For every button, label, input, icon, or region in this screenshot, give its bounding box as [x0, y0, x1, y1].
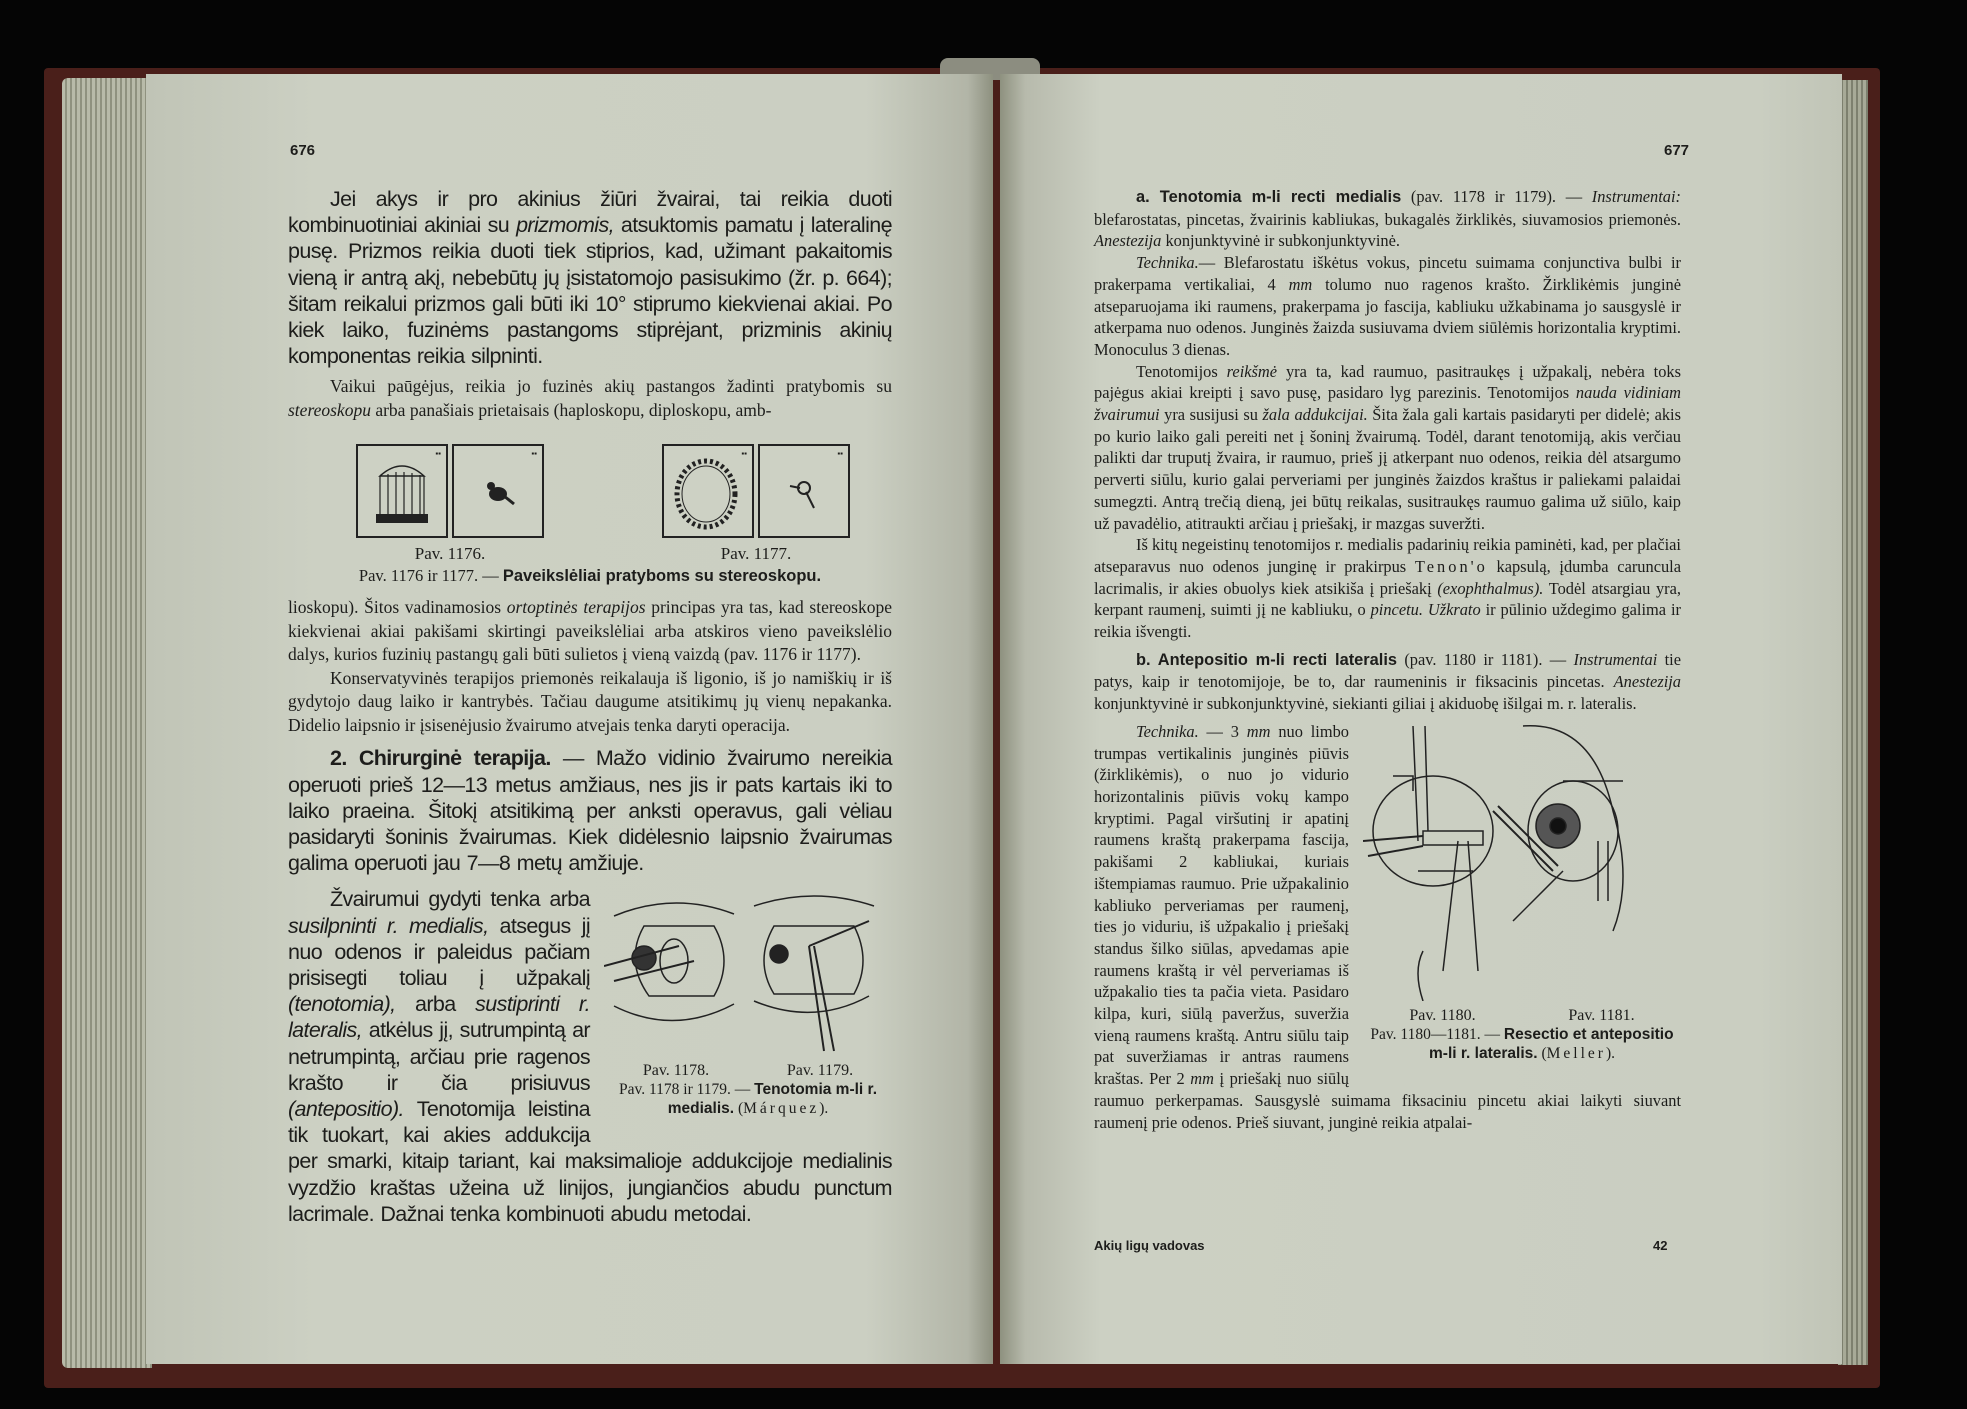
- text-run: Tenotomijos: [1136, 361, 1227, 381]
- text-run: konjunktyvinė ir subkonjunktyvinė.: [1161, 231, 1400, 251]
- text-run: Márquez: [743, 1100, 820, 1118]
- text-run: sustiprinti r. lateralis,: [288, 992, 590, 1043]
- text-run: 2. Chirurginė terapija.: [330, 746, 551, 771]
- text-run: reikšmė: [1226, 361, 1278, 381]
- text-run: mm: [1288, 274, 1313, 294]
- text-run: ).: [819, 1100, 829, 1118]
- text-run: (: [1537, 1044, 1547, 1062]
- paragraph: [1094, 252, 1681, 361]
- bird-image: ▪▪: [452, 444, 544, 538]
- text-run: (exophthalmus).: [1437, 578, 1544, 598]
- text-run: ortoptinės terapijos: [506, 597, 646, 618]
- right-page: [1000, 74, 1842, 1364]
- text-run: arba: [395, 992, 476, 1017]
- figure-label: Pav. 1176.: [414, 544, 486, 564]
- page-number: 677: [1664, 142, 1690, 159]
- text-run: a. Tenotomia m-li recti medialis: [1136, 188, 1402, 206]
- clock-face-image: ▪▪: [662, 444, 754, 538]
- text-run: (pav. 1180 ir 1181). —: [1397, 649, 1574, 669]
- left-page: [146, 74, 993, 1364]
- text-run: mm: [1246, 721, 1271, 741]
- text-run: tolumo nuo ragenos krašto. Žirklikėmis junginė atseparuojama iki raumens, prakerpama jo fascija, kabliuku užkabinama jo sausgyslė ir atkerpama nuo odenos. Junginės žaizda susiuvama dviem siūlėmis horizontalia kryptimi. Monoculus 3 dienas.: [1094, 274, 1681, 359]
- text-run: susilpninti r. medialis,: [288, 913, 489, 938]
- text-run: pincetu.: [1370, 600, 1423, 620]
- text-run: Iš kitų negeistinų tenotomijos r. medialis padarinių reikia paminėti, kad, per plačiai atseparavus nuo odenos junginę ir prakirpus: [1094, 535, 1681, 576]
- text-run: Todėl atsargiau yra, kerpant raumenį, suimti jį ne kabliuku, o: [1094, 578, 1681, 620]
- text-run: b. Antepositio m-li recti lateralis: [1136, 650, 1397, 669]
- text-run: arba panašiais prietaisais (haploskopu, diploskopu, amb-: [370, 399, 772, 420]
- text-run: (tenotomia),: [288, 992, 396, 1017]
- text-run: Technika.: [1136, 721, 1199, 741]
- figure-label: Pav. 1179.: [786, 1062, 854, 1080]
- text-run: Paveikslėliai pratyboms su stereoskopu.: [502, 567, 822, 586]
- text-run: Užkrato: [1427, 600, 1481, 620]
- figure-1178-1179: [604, 886, 892, 1132]
- text-run: principas yra tas, kad stereoskope kiekvienai akiai pakišami skirtingi paveikslėliai arba atskiros vieno paveikslėlio dalys, kurios fuzinių pastangų gali būti sulietos į vieną vaizdą (pav. 1176 ir 1177).: [288, 597, 893, 665]
- text-run: žala addukcijai.: [1262, 405, 1368, 425]
- text-run: Žvairumui gydyti tenka arba: [330, 887, 590, 912]
- figure-label: Pav. 1180.: [1409, 1006, 1476, 1024]
- text-run: Pav. 1178 ir 1179. —: [618, 1081, 755, 1099]
- text-run: Pav. 1180—1181. —: [1370, 1025, 1504, 1043]
- text-run: — 3: [1198, 721, 1247, 741]
- text-run: Konservatyvinės terapijos priemonės reikalauja iš ligonio, iš jo namiškių ir iš gydytojo daug laiko ir kantrybės. Tačiau daugume atsitikimų jų vienų nepakanka. Didelio laipsnio ir įsisenėjusio žvairumo atvejais tenka daryti operacija.: [288, 667, 892, 735]
- paragraph: [1094, 534, 1681, 643]
- right-page-text: [1094, 186, 1681, 1133]
- figure-1180-1181: [1363, 721, 1681, 1073]
- paragraph: [288, 186, 892, 369]
- text-run: į priešakį nuo siūlų raumuo perkerpamas. Sausgyslė suimama fiksaciniu pincetu akiai laikyti siuvant raumenį prie odenos. Prieš siuvant, junginė reikia atpalai-: [1094, 1069, 1681, 1132]
- figure-1176: [356, 444, 544, 564]
- page-edges-right: [1838, 80, 1868, 1365]
- text-run: ).: [1605, 1044, 1615, 1062]
- text-run: (antepositio).: [288, 1097, 404, 1122]
- text-run: Tenotomia m-li r. medialis.: [667, 1081, 878, 1118]
- text-run: (pav. 1178 ir 1179). —: [1401, 187, 1592, 206]
- figure-label: Pav. 1177.: [720, 544, 792, 564]
- text-run: Anestezija: [1094, 231, 1162, 251]
- text-run: — Mažo vidinio žvairumo nereikia operuoti prieš 12—13 metus amžiaus, nes jis ir pats kartais iki to laiko praeina. Šitokį atsitikimą per anksti operavus, gali vėliau pasidaryti šoninis žvairumas. Kiek didėlesnio laipsnio žvairumas galima operuoti jau 7—8 metų amžiuje.: [288, 746, 892, 876]
- page-edges-left: [62, 78, 152, 1368]
- paragraph: [288, 375, 892, 422]
- text-run: Šita žala gali kartais pasidaryti per didelė; akis po kurio laiko gali pereiti net į šoninį žvairumą. Todėl, darant tenotomiją, akis verčiau palikti dar truputį žvaira, ir raumuo, prieš jį atkerpant nuo odenos, reikia dėl atsargumo perverti siūlu, kurio galai perveriami per junginės žaizdos kraštus ir paliekami palaidai sumegzti. Antrą trečią dieną, jei būtų reikalas, susitraukęs raumuo galima už siūlo, kaip už pavadėlio, atitraukti arčiau į priešakį, ir mazgas suveržti.: [1094, 405, 1681, 533]
- paragraph: [288, 596, 892, 667]
- text-run: mm: [1190, 1069, 1214, 1089]
- text-run: — Blefarostatu iškėtus vokus, pincetu suimama conjunctiva bulbi ir prakerpama vertikaliai, 4: [1094, 253, 1681, 294]
- paragraph: [1094, 361, 1681, 535]
- figure-1176-1177: [356, 444, 850, 564]
- text-run: Jei akys ir pro akinius žiūri žvairai, tai reikia duoti kombinuotiniai akiniai su: [288, 187, 892, 238]
- figure-caption: [288, 566, 892, 586]
- clock-hands-image: ▪▪: [758, 444, 850, 538]
- text-run: stereoskopu: [288, 399, 371, 420]
- figure-label: Pav. 1181.: [1568, 1006, 1635, 1024]
- figure-caption: [1363, 1025, 1681, 1063]
- text-run: Pav. 1176 ir 1177. —: [358, 566, 503, 586]
- text-run: Meller: [1546, 1044, 1606, 1062]
- text-run: Instrumentai:: [1591, 187, 1682, 206]
- footer-title: Akių ligų vadovas: [1094, 1238, 1205, 1253]
- text-run: tie patys, kaip ir tenotomijoje, be to, dar raumeninis ir fiksacinis pincetas.: [1094, 649, 1682, 692]
- text-run: blefarostatas, pincetas, žvairinis kabliukas, bukagalės žirklikės, siuvamosios priemonės.: [1094, 209, 1681, 229]
- birdcage-image: ▪▪: [356, 444, 448, 538]
- text-run: atsuktomis pamatu į lateralinę pusę. Prizmos reikia duoti tiek stiprios, kad, užimant pakaitomis vieną ir antrą akį, nebebūtų jų įsistatomojo pasisukimo (žr. p. 664); šitam reikalui prizmos gali būti iki 10° stiprumo kiekvienai akiai. Po kiek laiko, fuzinėms pastangoms stiprėjant, prizminis akinių komponentas reikia silpninti.: [288, 213, 892, 369]
- text-run: Technika.: [1136, 253, 1199, 273]
- text-run: Instrumentai: [1573, 649, 1658, 669]
- figure-1177: [662, 444, 850, 564]
- signature-number: 42: [1653, 1238, 1668, 1253]
- muscle-resection-illustration: [1363, 721, 1681, 1001]
- text-run: prizmomis,: [516, 213, 614, 238]
- text-run: kapsulą, įdumba caruncula lacrimalis, ir akies obuolys kiek atsikiša į priešakį: [1094, 556, 1681, 598]
- text-run: Vaikui paūgėjus, reikia jo fuzinės akių pastangos žadinti pratybomis su: [330, 376, 892, 397]
- text-run: ir pūlinio uždegimo galima ir reikia išvengti.: [1094, 600, 1681, 642]
- text-run: atsegus jį nuo odenos ir paleidus pačiam prisisegti toliau į užpakalį: [288, 913, 590, 991]
- text-run: lioskopu). Šitos vadinamosios: [288, 597, 507, 618]
- figure-caption: [604, 1080, 892, 1118]
- paragraph: [288, 667, 892, 738]
- section-heading-paragraph: [1094, 649, 1681, 715]
- text-run: nauda vidiniam žvairumui: [1094, 383, 1681, 425]
- text-run: Anestezija: [1613, 672, 1681, 692]
- page-number: 676: [290, 142, 316, 159]
- text-run: yra ta, kad raumuo, pasitraukęs į užpakalį, nebėra toks pajėgus akiai kreipti į savo pusę, pasidaro lyg parezinis. Tenotomijos: [1094, 361, 1682, 403]
- text-run: (: [734, 1100, 744, 1118]
- text-run: Resectio et antepositio m-li r. lateralis.: [1429, 1025, 1674, 1062]
- text-run: atkėlus jį, sutrumpintą ar netrumpintą, arčiau prie ragenos krašto ir čia prisiuvus: [288, 1018, 590, 1095]
- left-page-text: [288, 186, 892, 1227]
- text-run: Tenon'o: [1414, 556, 1488, 576]
- text-run: konjunktyvinė ir subkonjunktyvinė, siekianti giliai į akiduobę išilgai m. r. lateralis.: [1094, 694, 1637, 714]
- text-run: Tenotomija leistina tik tuokart, kai akies addukcija per smarki, kitaip tariant, kai maksimalioje addukcijoje medialinis vyzdžio kraštas užeina už linijos, jungiančios abudu punctum lacrimale. Dažnai tenka kombinuoti abudu metodai.: [288, 1097, 892, 1226]
- figure-label: Pav. 1178.: [642, 1062, 710, 1080]
- section-heading-paragraph: [1094, 186, 1681, 252]
- text-run: nuo limbo trumpas vertikalinis junginės piūvis (žirklikėmis), o nuo jo vidurio horizontalinis piūvis vokų kampo kryptimi. Pagal viršutinį ir apatinį raumens kraštą prakerpama fascija, pakišami 2 kabliukai, kuriais ištempiamas raumuo. Prie užpakalinio kabliuko perveriamas per raumenį, ties jo viduriu, iš užpakalio į priešakį standus šilko siūlas, apvedamas apie raumens kraštą ir vėl perveriamas iš užpakalio ties ta pačia vieta. Pasidaro kilpa, kuri, siūlą paveržus, suveržia vieną raumens kraštą. Antru siūlu taip pat suveržiamas ir antras raumens kraštas. Per 2: [1094, 721, 1349, 1089]
- text-run: yra susijusi su: [1159, 405, 1263, 425]
- section-heading-paragraph: [288, 745, 892, 876]
- eye-surgery-illustration: [604, 886, 892, 1056]
